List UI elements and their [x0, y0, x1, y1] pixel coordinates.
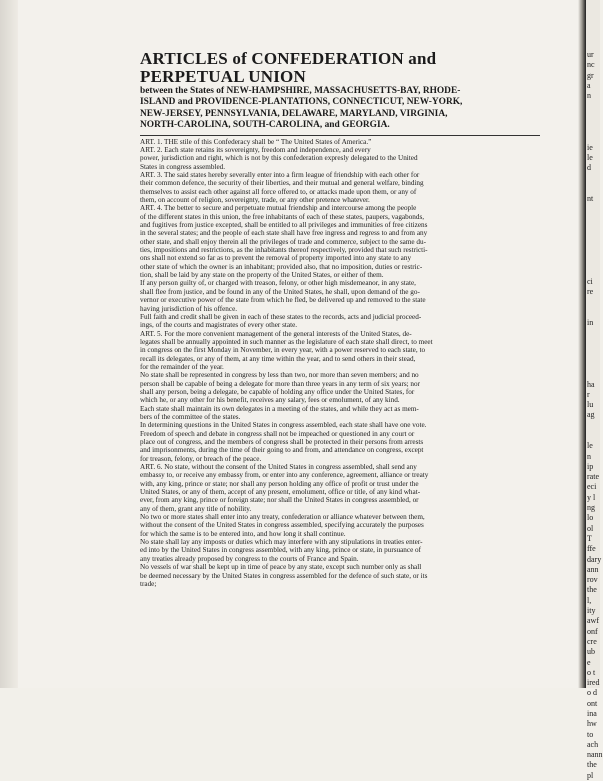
- edge-fragment: [587, 174, 600, 184]
- body-line: tion, shall be laid by any state on the property of the United States, or either of them.: [140, 271, 384, 280]
- body-line: ties, impositions and restrictions, as the inhabitants thereof respectively, provided that such restricti-: [140, 246, 428, 255]
- body-line: States in congress assembled.: [140, 162, 226, 171]
- body-line: shall any person, being a delegate, be capable of holding any office under the United States, for: [140, 387, 415, 396]
- body-line: ART. 3. The said states hereby severally enter into a firm league of friendship with each other for: [140, 171, 420, 179]
- body-line: without the consent of the United States in congress assembled, specifying accurately the purposes: [140, 521, 424, 530]
- body-line: In determining questions in the United States in congress assembled, each state shall have one vote.: [140, 421, 427, 430]
- edge-fragment: [587, 297, 600, 307]
- subtitle-line: ISLAND and PROVIDENCE-PLANTATIONS, CONNECTICUT, NEW-YORK,: [140, 97, 463, 108]
- edge-fragment: n: [587, 451, 591, 461]
- body-line: vernor or executive power of the state from which he fled, be delivered up and removed to the state: [140, 296, 426, 305]
- edge-fragment: ina: [587, 709, 597, 718]
- edge-fragment: ity: [587, 606, 596, 616]
- edge-fragment: [587, 266, 600, 276]
- edge-fragment: [587, 225, 600, 235]
- edge-fragment: le: [587, 152, 593, 162]
- page-fold-shadow: [578, 0, 586, 688]
- edge-fragment: r: [587, 389, 590, 399]
- body-line: United States, or any of them, accept of any present, emolument, office or title, of any kind what-: [140, 488, 421, 497]
- edge-fragment: ie: [587, 142, 593, 152]
- body-line: Each state shall maintain its own delegates in a meeting of the states, and while they act as mem-: [140, 404, 419, 413]
- body-line: embassy to, or receive any embassy from, or enter into any conference, agreement, alliance or treaty: [140, 471, 429, 480]
- edge-fragment: ag: [587, 410, 595, 420]
- body-line: No state shall be represented in congress by less than two, nor more than seven members; and no: [140, 371, 419, 380]
- body-line: shall flee from justice, and be found in any of the United States, he shall, upon demand of the go-: [140, 287, 420, 296]
- body-line: themselves to assist each other against all force offered to, or attacks made upon them, or any of: [140, 187, 417, 196]
- edge-fragment: dary: [587, 554, 602, 564]
- body-line: ever, from any king, prince or foreign state; nor shall the United States in congress assembled, or: [140, 496, 419, 505]
- body-line: for which the same is to be entered into, and how long it shall continue.: [140, 529, 346, 538]
- body-line: No vessels of war shall be kept up in time of peace by any state, except such number only as shall: [140, 563, 422, 572]
- body-line: and fugitives from justice excepted, shall be entitled to all privileges and immunities of free citizens: [140, 221, 428, 230]
- body-line: for the remainder of the year.: [140, 362, 224, 371]
- edge-fragment: ach: [587, 739, 599, 749]
- body-line: legates shall be annually appointed in such manner as the legislature of each state shall direct, to meet: [140, 337, 433, 346]
- body-line: ed into by the United States in congress assembled, with any king, prince or state, in pursuance of: [140, 546, 422, 555]
- edge-fragment: awf: [587, 616, 599, 626]
- edge-fragment: [587, 359, 600, 369]
- edge-fragment: a: [587, 80, 591, 90]
- edge-fragment: ha: [587, 379, 595, 389]
- edge-fragment: lu: [587, 400, 594, 410]
- edge-fragment: [587, 431, 600, 441]
- body-line: place out of congress, and the members of congress shall be protected in their persons from arrests: [140, 438, 424, 446]
- body-line: which he, or any other for his benefit, receives any salary, fees or emolument, of any kind.: [140, 396, 400, 405]
- edge-fragment: [587, 112, 600, 122]
- edge-fragment: [587, 122, 600, 132]
- edge-fragment: nt: [587, 194, 594, 204]
- edge-fragment: le: [587, 441, 593, 451]
- edge-fragment: the: [587, 585, 597, 595]
- adjacent-page-text: [587, 50, 603, 780]
- body-line: having jurisdiction of his offence.: [140, 304, 238, 313]
- edge-fragment: ffe: [587, 544, 596, 554]
- body-line: their common defence, the security of their liberties, and their mutual and general welfare, binding: [140, 179, 424, 188]
- edge-fragment: gr: [587, 70, 594, 80]
- edge-fragment: [587, 349, 600, 359]
- edge-fragment: ub: [587, 647, 595, 657]
- body-line: be deemed necessary by the United States in congress assembled for the defence of such state, or its: [140, 571, 428, 580]
- body-line: any treaties already proposed by congress to the courts of France and Spain.: [140, 554, 359, 563]
- edge-fragment: [587, 215, 600, 225]
- edge-fragment: re: [587, 286, 594, 296]
- body-line: for treason, felony, or breach of the peace.: [140, 454, 262, 463]
- body-line: No two or more states shall enter into any treaty, confederation or alliance whatever between them,: [140, 513, 425, 522]
- edge-fragment: [587, 256, 600, 266]
- body-line: them, on account of religion, sovereignty, trade, or any other pretence whatever.: [140, 196, 370, 205]
- edge-fragment: n: [587, 91, 591, 101]
- edge-fragment: cre: [587, 636, 597, 646]
- body-line: any of them, grant any title of nobility.: [140, 504, 252, 513]
- body-line: and imprisonments, during the time of their going to and from, and attendance on congress, except: [140, 446, 424, 455]
- body-line: trade;: [140, 579, 157, 588]
- body-line: recall its delegates, or any of them, at any time within the year, and to send others in their stead,: [140, 354, 416, 363]
- edge-fragment: lo: [587, 513, 594, 523]
- edge-fragment: nann: [587, 750, 603, 760]
- edge-fragment: hw: [587, 719, 597, 729]
- edge-fragment: pl: [587, 770, 594, 780]
- body-line: ings, of the courts and magistrates of every other state.: [140, 321, 298, 330]
- body-line: other state of which the owner is an inhabitant; provided also, that no imposition, duties or restric-: [140, 262, 423, 271]
- edge-fragment: [587, 338, 600, 348]
- page-left-margin: [0, 0, 18, 688]
- edge-fragment: T: [587, 533, 592, 543]
- edge-fragment: ip: [587, 461, 594, 471]
- edge-fragment: [587, 184, 600, 194]
- edge-fragment: [587, 369, 600, 379]
- body-line: bers of the committee of the states.: [140, 412, 241, 421]
- subtitle-line: NEW-JERSEY, PENNSYLVANIA, DELAWARE, MARYLAND, VIRGINIA,: [140, 108, 448, 119]
- edge-fragment: [587, 204, 600, 214]
- edge-fragment: [587, 101, 600, 111]
- document-subtitle: [140, 86, 540, 132]
- edge-fragment: [587, 328, 600, 338]
- edge-fragment: [587, 132, 600, 142]
- edge-fragment: o d: [587, 688, 597, 698]
- body-line: No state shall lay any imposts or duties which may interfere with any stipulations in treaties enter-: [140, 538, 423, 547]
- edge-fragment: eci: [587, 482, 597, 492]
- subtitle-line: NORTH-CAROLINA, SOUTH-CAROLINA, and GEORGIA.: [140, 120, 390, 131]
- edge-fragment: d: [587, 163, 591, 173]
- edge-fragment: [587, 421, 600, 431]
- edge-fragment: to: [587, 729, 594, 739]
- edge-fragment: ol: [587, 523, 594, 533]
- document-text: [140, 50, 540, 588]
- edge-fragment: onf: [587, 626, 598, 636]
- body-line: ART. 6. No state, without the consent of the United States in congress assembled, shall send any: [140, 463, 417, 472]
- edge-fragment: nc: [587, 60, 595, 70]
- edge-fragment: ng: [587, 503, 595, 513]
- articles-body: [140, 138, 540, 589]
- edge-fragment: o t: [587, 667, 596, 677]
- body-line: other state, and shall enjoy therein all the privileges of trade and commerce, subject to the same du-: [140, 237, 427, 246]
- body-line: power, jurisdiction and right, which is not by this confederation expresly delegated to the United: [140, 154, 418, 163]
- body-line: Full faith and credit shall be given in each of these states to the records, acts and judicial proceed-: [140, 312, 422, 321]
- edge-fragment: the: [587, 760, 597, 770]
- edge-fragment: ont: [587, 698, 598, 708]
- edge-fragment: in: [587, 317, 594, 327]
- body-line: ons shall not extend so far as to prevent the removal of property imported into any state to any: [140, 254, 412, 263]
- body-line: If any person guilty of, or charged with treason, felony, or other high misdemeanor, in any state,: [140, 279, 416, 288]
- document-title: ARTICLES of CONFEDERATION and PERPETUAL UNION: [140, 49, 437, 86]
- edge-fragment: y l: [587, 492, 596, 502]
- edge-fragment: [587, 235, 600, 245]
- body-line: ART. 2. Each state retains its sovereignty, freedom and independence, and every: [140, 145, 371, 154]
- edge-fragment: rov: [587, 575, 598, 585]
- edge-fragment: rate: [587, 472, 599, 482]
- body-line: in congress on the first Monday in November, in every year, with a power reserved to each state, to: [140, 346, 426, 355]
- subtitle-line: between the States of NEW-HAMPSHIRE, MASSACHUSETTS-BAY, RHODE-: [140, 86, 461, 96]
- edge-fragment: ci: [587, 276, 593, 286]
- body-line: ART. 4. The better to secure and perpetuate mutual friendship and intercourse among the people: [140, 204, 417, 213]
- body-line: ART. 1. THE stile of this Confederacy shall be “ The United States of America.”: [140, 137, 372, 146]
- edge-fragment: ired: [587, 678, 600, 688]
- body-line: Freedom of speech and debate in congress shall not be impeached or questioned in any court or: [140, 429, 415, 438]
- body-line: ART. 5. For the more convenient management of the general interests of the United States, de-: [140, 329, 412, 338]
- body-line: in the several states; and the people of each state shall have free ingress and regress to and from any: [140, 229, 428, 238]
- edge-fragment: e: [587, 657, 591, 667]
- body-line: person shall be capable of being a delegate for more than three years in any term of six years; nor: [140, 379, 421, 388]
- edge-fragment: ann: [587, 564, 599, 574]
- edge-fragment: ur: [587, 50, 594, 59]
- edge-fragment: l,: [587, 595, 592, 605]
- edge-fragment: [587, 246, 600, 256]
- body-line: of the different states in this union, the free inhabitants of each of these states, paupers, vagabonds,: [140, 212, 425, 221]
- title-rule: [140, 135, 540, 136]
- edge-fragment: [587, 307, 600, 317]
- body-line: with, any king, prince or state; nor shall any person holding any office of profit or trust under the: [140, 479, 419, 488]
